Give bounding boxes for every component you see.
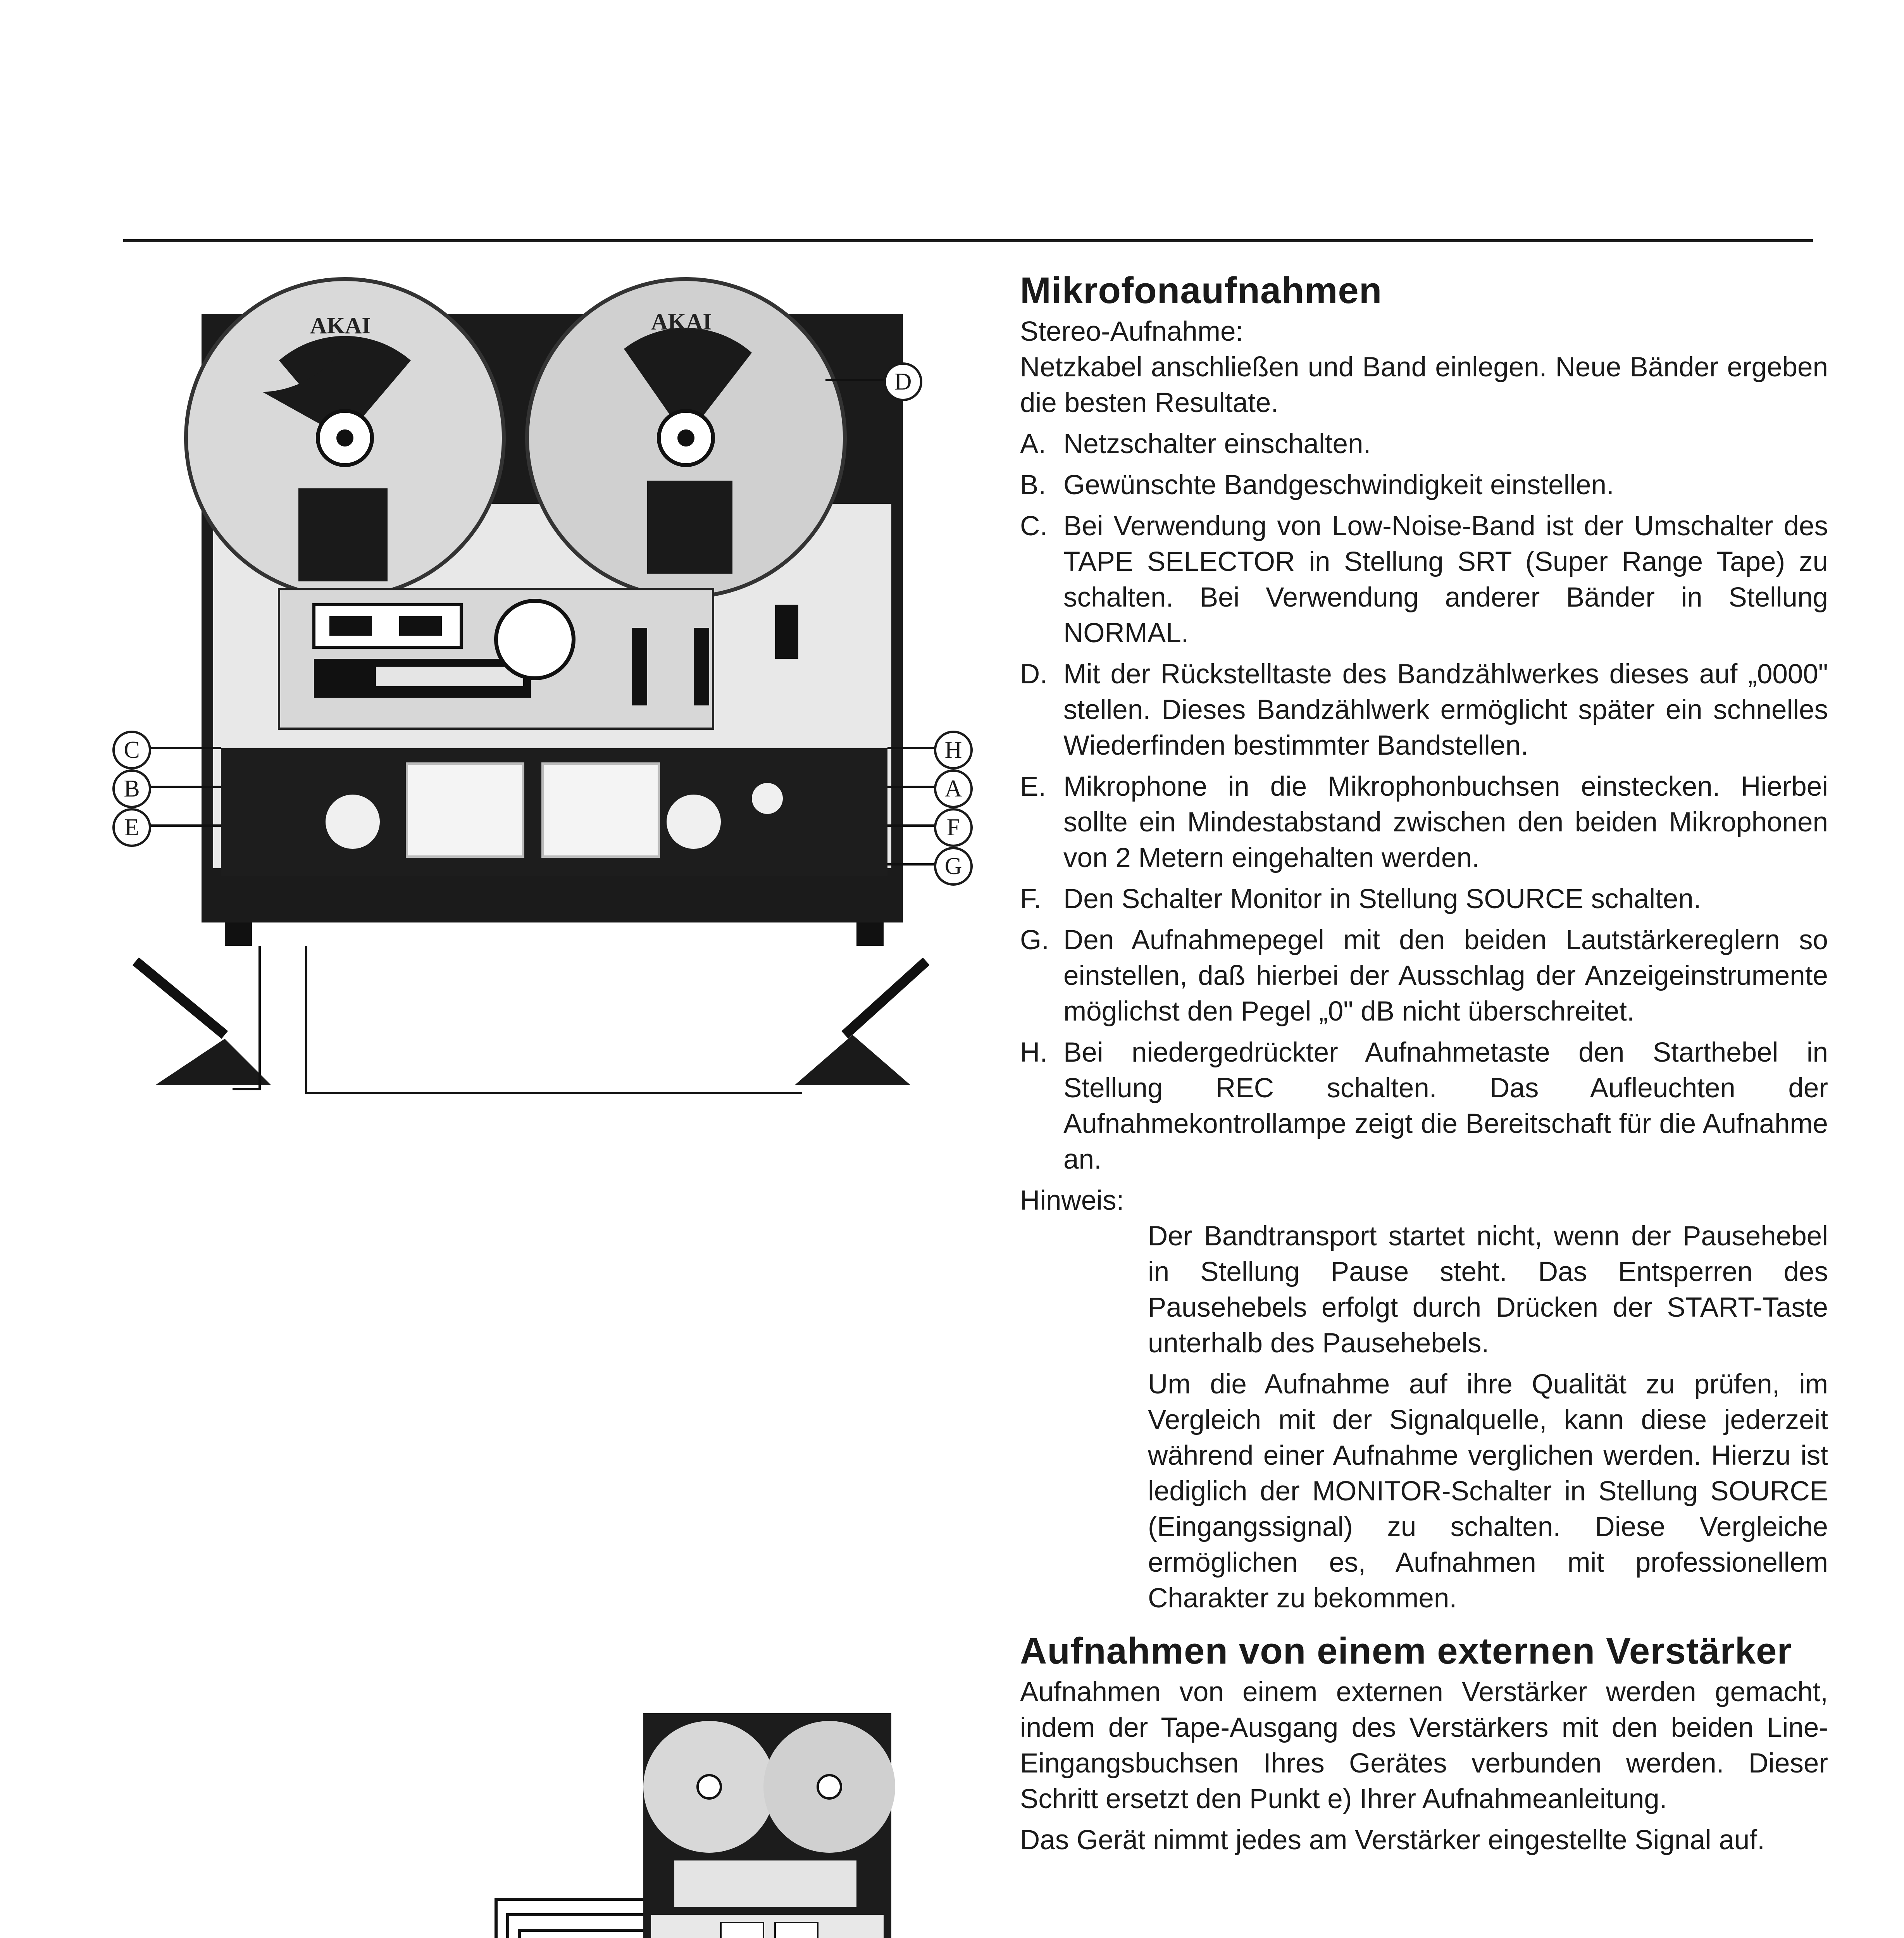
left-microphone bbox=[136, 961, 271, 1085]
step-key: H. bbox=[1020, 1037, 1048, 1068]
verstaerker-paragraph-1: Aufnahmen von einem externen Verstärker werden gemacht, indem der Tape-Ausgang des Verstärkers mit den beiden Line-Eingangsbuchsen Ihres Gerätes verbunden werden. Dieser Schritt ersetzt den Punkt e) Ihrer Aufnahmeanleitung. bbox=[1020, 1677, 1828, 1814]
step-key: B. bbox=[1020, 470, 1046, 500]
step-text: Den Schalter Monitor in Stellung SOURCE schalten. bbox=[1063, 884, 1701, 914]
marker-a: A bbox=[934, 769, 973, 808]
marker-e: E bbox=[112, 808, 151, 847]
marker-c: C bbox=[112, 731, 151, 769]
note-paragraph-1: Der Bandtransport startet nicht, wenn der Pausehebel in Stellung Pause steht. Das Entsperren des Pausehebels erfolgt durch Drücken der START-Taste unterhalb des Pausehebels. bbox=[1148, 1221, 1828, 1359]
recorder-diagram bbox=[97, 271, 973, 1105]
svg-text:AKAI: AKAI bbox=[310, 313, 371, 338]
intro-paragraph: Netzkabel anschließen und Band einlegen. Neue Bänder ergeben die besten Resultate. bbox=[1020, 352, 1828, 418]
step-key: G. bbox=[1020, 925, 1049, 955]
step-text: Netzschalter einschalten. bbox=[1063, 429, 1371, 459]
step-text: Bei Verwendung von Low-Noise-Band ist der Umschalter des TAPE SELECTOR in Stellung SRT (Super Range Tape) zu schalten. Bei Verwendung anderer Bänder in Stellung NORMAL. bbox=[1063, 511, 1828, 648]
step-text: Mit der Rückstelltaste des Bandzählwerkes dieses auf „0000" stellen. Dieses Bandzählwerk ermöglicht später ein schnelles Wiederfinden bestimmter Bandstellen. bbox=[1063, 659, 1828, 761]
top-rule bbox=[123, 239, 1813, 242]
step-g bbox=[1020, 922, 1828, 1029]
step-b bbox=[1020, 467, 1828, 503]
section-externer-verstaerker bbox=[1020, 1628, 1828, 1858]
step-key: D. bbox=[1020, 659, 1048, 690]
step-text: Mikrophone in die Mikrophonbuchsen einstecken. Hierbei sollte ein Mindestabstand zwischen den beiden Mikrophonen von 2 Metern eingehalten werden. bbox=[1063, 771, 1828, 873]
step-d bbox=[1020, 657, 1828, 764]
note-label: Hinweis: bbox=[1020, 1185, 1124, 1216]
note-paragraph-2: Um die Aufnahme auf ihre Qualität zu prüfen, im Vergleich mit der Signalquelle, kann diese jederzeit während einer Aufnahme verglichen werden. Hierzu ist lediglich der MONITOR-Schalter in Stellung SOURCE (Eingangssignal) zu schalten. Diese Vergleiche ermöglichen es, Aufnahmen mit professionellem Charakter zu bekommen. bbox=[1148, 1369, 1828, 1614]
step-key: A. bbox=[1020, 429, 1046, 459]
connection-diagram bbox=[116, 1698, 930, 1938]
section-title-verstaerker: Aufnahmen von einem externen Verstärker bbox=[1020, 1630, 1792, 1672]
step-c bbox=[1020, 509, 1828, 651]
marker-h: H bbox=[934, 731, 973, 769]
step-key: C. bbox=[1020, 511, 1048, 541]
connection-illustration bbox=[116, 1698, 930, 1938]
step-key: E. bbox=[1020, 771, 1046, 802]
step-e bbox=[1020, 769, 1828, 876]
marker-d: D bbox=[884, 362, 922, 401]
step-a bbox=[1020, 426, 1828, 462]
marker-g: G bbox=[934, 847, 973, 886]
step-text: Gewünschte Bandgeschwindigkeit einstellen. bbox=[1063, 470, 1614, 500]
verstaerker-paragraph-2: Das Gerät nimmt jedes am Verstärker eingestellte Signal auf. bbox=[1020, 1825, 1765, 1855]
section-title-mikrofon: Mikrofonaufnahmen bbox=[1020, 270, 1382, 311]
steps-list bbox=[1020, 426, 1828, 1178]
subtitle-stereo: Stereo-Aufnahme: bbox=[1020, 316, 1244, 347]
right-microphone bbox=[794, 961, 926, 1085]
step-h bbox=[1020, 1035, 1828, 1178]
step-f bbox=[1020, 881, 1828, 917]
step-text: Bei niedergedrückter Aufnahmetaste den Starthebel in Stellung REC schalten. Das Aufleuchten der Aufnahmekontrollampe zeigt die Bereitschaft für die Aufnahme an. bbox=[1063, 1037, 1828, 1175]
note-body bbox=[1148, 1219, 1828, 1616]
marker-f: F bbox=[934, 808, 973, 847]
section-mikrofonaufnahmen bbox=[1020, 267, 1828, 1622]
tape-recorder-illustration bbox=[97, 271, 973, 1105]
step-key: F. bbox=[1020, 884, 1042, 914]
step-text: Den Aufnahmepegel mit den beiden Lautstärkereglern so einstellen, daß hierbei der Ausschlag der Anzeigeinstrumente möglichst den Pegel „0" dB nicht überschreitet. bbox=[1063, 925, 1828, 1027]
svg-text:AKAI: AKAI bbox=[651, 309, 712, 334]
marker-b: B bbox=[112, 769, 151, 808]
